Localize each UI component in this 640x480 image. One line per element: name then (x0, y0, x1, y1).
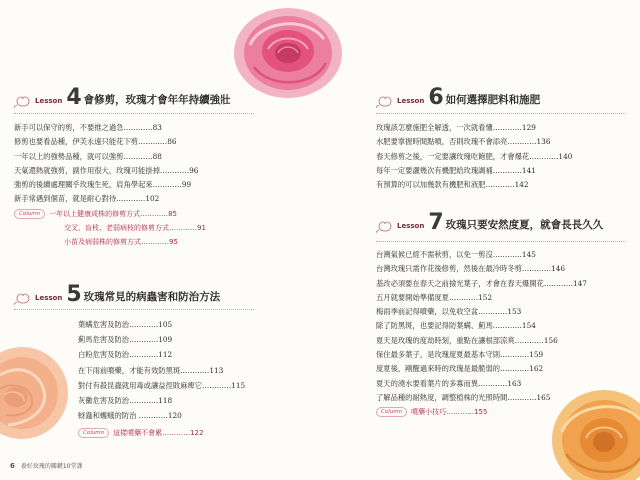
lesson-title: 玫瑰常見的病蟲害和防治方法 (83, 291, 221, 303)
toc-entry[interactable]: 蚜蟲和蠖蛾的防治 …………120 (78, 411, 182, 421)
column-entry[interactable]: 小苗及病弱株的修剪方式…………95 (64, 238, 178, 247)
lesson-number: 4 (66, 85, 82, 110)
column-entry-text: 噴藥小技巧…………155 (411, 408, 488, 417)
book-title: 養好玫瑰的關鍵10堂課 (20, 463, 83, 470)
toc-entry[interactable]: 度夏後，剛醒過來時的玫瑰是最脆弱的…………162 (376, 364, 544, 374)
toc-entry[interactable]: 白粉危害及防治…………112 (78, 350, 173, 360)
toc-entry[interactable]: 在下雨前噴藥，才能有效防黑斑…………113 (78, 365, 224, 375)
toc-entry[interactable]: 有預算的可以加幾款有機肥和液肥…………142 (376, 180, 529, 190)
lesson-4-toc (14, 121, 206, 250)
toc-entry[interactable]: 強剪的後續處理關乎玫瑰生死，肩角學起來…………99 (14, 180, 192, 190)
toc-entry[interactable]: 水肥要掌握時間點噴，否則玫瑰不會添亮…………136 (376, 137, 551, 147)
heading-divider (376, 113, 626, 115)
lesson-title: 如何選擇肥料和施肥 (445, 94, 541, 106)
lesson-7-heading (376, 210, 604, 235)
toc-entry[interactable]: 夏天的澆水要看葉片的多寡而異…………163 (376, 378, 522, 388)
column-badge: Column (78, 428, 109, 438)
heading-divider (376, 241, 626, 243)
toc-entry[interactable]: 梅雨季前記得噴藥，以免收空盆…………153 (376, 307, 522, 317)
toc-entry[interactable]: 台灣玫瑰只需作花後修剪，然後在最冷時冬剪…………146 (376, 264, 566, 274)
toc-entry[interactable]: 夏天是玫瑰的度劫時刻，重點在讓根部涼爽…………156 (376, 335, 558, 345)
right-page (320, 0, 640, 480)
lesson-number: 7 (428, 210, 444, 235)
rose-outline-icon (14, 94, 32, 108)
column-badge: Column (14, 209, 45, 219)
rose-outline-icon (376, 94, 394, 108)
lesson-label: Lesson (397, 222, 425, 230)
rose-outline-icon (14, 291, 32, 305)
column-badge: Column (376, 407, 407, 417)
page-footer (10, 461, 83, 470)
lesson-number: 5 (66, 282, 82, 307)
heading-divider (14, 309, 254, 311)
toc-entry[interactable]: 台灣氣候已經不需秋剪，以免一剪沒…………145 (376, 250, 536, 259)
lesson-4-heading (14, 85, 231, 110)
column-entry-text: 一年以上健康成株的修剪方式…………85 (49, 209, 177, 218)
toc-entry[interactable]: 灰黴危害及防治…………118 (78, 396, 173, 406)
page-number: 6 (10, 462, 15, 470)
lesson-title: 玫瑰只要安然度夏，就會長長久久 (445, 219, 604, 231)
lesson-5-toc (78, 317, 245, 442)
lesson-5-heading (14, 282, 221, 307)
toc-entry[interactable]: 天氣還熱就強剪，副作用很大，玫瑰可能掛掉…………96 (14, 165, 199, 175)
toc-entry[interactable]: 對付有殺昆蟲就用毒或讓益徑敗麻痺它…………115 (78, 380, 246, 390)
toc-entry[interactable]: 基改必須要在春天之前撿光葉子，才會在春天爆開花…………147 (376, 278, 587, 288)
lesson-6-toc (376, 121, 572, 192)
toc-entry[interactable]: 修剪也要看品種，伊芙永遠只能花下剪…………86 (14, 137, 177, 147)
toc-entry[interactable]: 玫瑰該怎麼施肥全解透，一次就看懂…………129 (376, 123, 536, 132)
toc-entry[interactable]: 春天修剪之後，一定要讓玫瑰吃飽肥，才會爆花…………140 (376, 151, 573, 161)
column-entry[interactable] (78, 426, 245, 441)
toc-entry[interactable]: 保住最多葉子，是玫瑰度夏最基本守則…………159 (376, 350, 544, 360)
column-entry-text: 這樣噴藥不會累…………122 (113, 429, 204, 438)
lesson-label: Lesson (397, 97, 425, 105)
toc-entry[interactable]: 一年以上的強勢品種，就可以強剪…………88 (14, 151, 162, 161)
column-entry[interactable] (14, 207, 206, 221)
toc-entry[interactable]: 新手常遇到個苗，就是耐心對待…………102 (14, 194, 160, 204)
column-entry[interactable]: 交叉、盲枝、老弱病枝的修剪方式…………91 (64, 224, 206, 233)
peach-rose-photo (0, 345, 70, 440)
lesson-6-heading (376, 85, 541, 110)
toc-entry[interactable]: 新手可以保守的剪，不要推之過急…………83 (14, 123, 162, 132)
lesson-label: Lesson (35, 97, 63, 105)
toc-entry[interactable]: 葉螨危害及防治…………105 (78, 320, 173, 329)
toc-entry[interactable]: 薊馬危害及防治…………109 (78, 335, 173, 345)
toc-entry[interactable]: 了解品種的耐熱度，調整植株的光照時間…………165 (376, 392, 551, 402)
rose-outline-icon (376, 219, 394, 233)
toc-entry[interactable]: 五月就要開始準備度夏…………152 (376, 292, 493, 302)
lesson-label: Lesson (35, 294, 63, 302)
heading-divider (14, 113, 254, 115)
orange-rose-photo (548, 380, 640, 480)
toc-entry[interactable]: 除了防黑斑，也要記得防葉螨、薊馬…………154 (376, 321, 536, 331)
toc-entry[interactable]: 每年一定要灑幾次有機肥給玫瑰調補…………141 (376, 165, 536, 175)
lesson-title: 會修剪，玫瑰才會年年持續強壯 (83, 94, 231, 106)
lesson-number: 6 (428, 85, 444, 110)
